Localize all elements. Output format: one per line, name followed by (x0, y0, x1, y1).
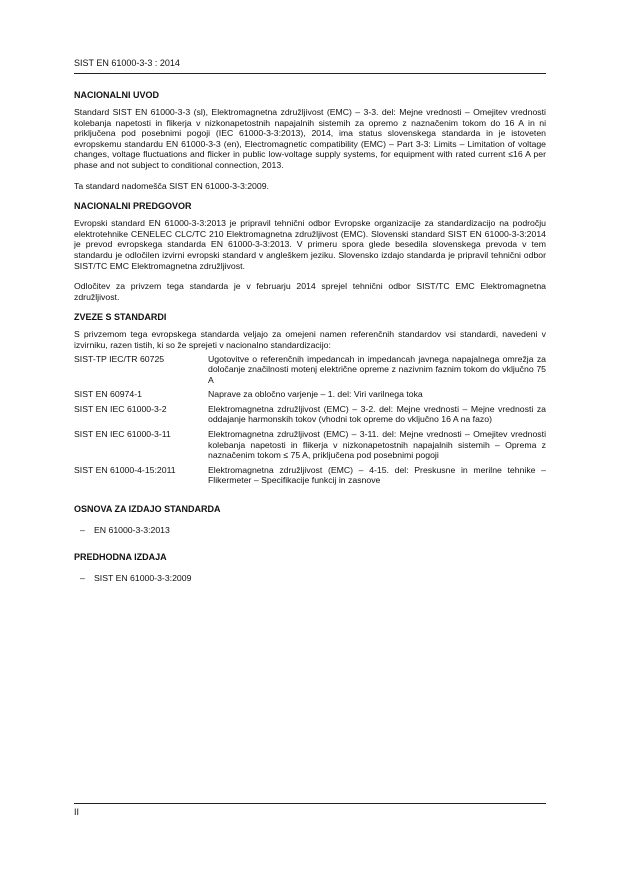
section-heading: ZVEZE S STANDARDI (74, 312, 167, 323)
section-heading: PREDHODNA IZDAJA (74, 551, 167, 562)
list-item-text: EN 61000-3-3:2013 (94, 525, 170, 536)
standard-title: Elektromagnetna združljivost (EMC) – 3-2. del: Mejne vrednosti – Mejne vrednosti za oddajanje harmonskih tokov (vhodni tok opreme do vključno 16 A na fazo) (208, 403, 546, 425)
reference-table (74, 354, 546, 491)
dash-list (74, 573, 546, 584)
table-row (74, 404, 546, 429)
standard-code: SIST EN IEC 61000-3-2 (74, 403, 167, 414)
running-header: SIST EN 61000-3-3 : 2014 (74, 58, 180, 68)
footer-rule (74, 803, 546, 804)
section-heading: OSNOVA ZA IZDAJO STANDARDA (74, 504, 221, 515)
paragraph: Evropski standard EN 61000-3-3:2013 je pripravil tehnični odbor Evropske organizacije za standardizacijo na področju elektrotehnike CENELEC CLC/TC 210 Elektromagnetna združljivost (EMC). Slovenski standard SIST EN 61000-3-3:2014 je prevod evropskega standarda EN 61000-3-3:2013. V primeru spora glede besedila slovenskega prevoda v tem standardu je odločilen izvirni evropski standard v angleškem jeziku. Slovensko izdajo standarda je pripravil tehnični odbor SIST/TC EMC Elektromagnetna združljivost. (74, 218, 546, 271)
paragraph: Standard SIST EN 61000-3-3 (sl), Elektromagnetna združljivost (EMC) – 3-3. del: Mejne vrednosti – Omejitev vrednosti kolebanja napetosti in flikerja v nizkonapetostnih napajalnih sistemih za opremo z naznačenim tokom do 16 A in ni priključena pod posebnimi pogoji (IEC 61000-3-3:2013), 2014, ima status slovenskega standarda in je istoveten evropskemu standardu EN 61000-3-3 (en), Electromagnetic compatibility (EMC) – Part 3-3: Limits – Limitation of voltage changes, voltage fluctuations and flicker in public low-voltage supply systems, for equipment with rated current ≤16 A per phase and not subject to conditional connection, 2013. (74, 107, 546, 170)
section-nacionalni-uvod (74, 90, 546, 191)
table-row (74, 354, 546, 390)
list-item-text: SIST EN 61000-3-3:2009 (94, 572, 192, 583)
section-heading: NACIONALNI PREDGOVOR (74, 201, 192, 212)
table-row (74, 465, 546, 490)
page-number: II (74, 807, 80, 817)
standard-code: SIST-TP IEC/TR 60725 (74, 353, 165, 364)
section-nacionalni-predgovor (74, 201, 546, 302)
table-row (74, 429, 546, 465)
section-osnova-za-izdajo (74, 504, 546, 536)
standard-title: Elektromagnetna združljivost (EMC) – 3-11. del: Mejne vrednosti – Omejitev vrednosti kolebanja napetosti in flikerja v nizkonapetostnih napajalnih sistemih – Oprema z naznačenim tokom ≤ 75 A, priključena pod posebnimi pogoji (208, 429, 546, 461)
paragraph: S privzemom tega evropskega standarda veljajo za omejeni namen referenčnih standardov vsi standardi, navedeni v izvirniku, razen tistih, ki so že sprejeti v nacionalno standardizacijo: (74, 329, 546, 350)
section-predhodna-izdaja (74, 552, 546, 584)
standard-title: Naprave za obločno varjenje – 1. del: Viri varilnega toka (208, 389, 423, 400)
section-zveze-s-standardi (74, 312, 546, 490)
standard-title: Ugotovitve o referenčnih impedancah in impedancah javnega napajalnega omrežja za določanje značilnosti motenj električne opreme z nazivnim faznim tokom do vključno 75 A (208, 353, 546, 385)
dash-list (74, 525, 546, 536)
standard-code: SIST EN 60974-1 (74, 389, 142, 400)
paragraph: Ta standard nadomešča SIST EN 61000-3-3:2009. (74, 180, 269, 191)
standard-title: Elektromagnetna združljivost (EMC) – 4-15. del: Preskusne in merilne tehnike – Flikermeter – Specifikacije funkcij in zasnove (208, 464, 546, 486)
section-heading: NACIONALNI UVOD (74, 90, 159, 100)
paragraph: Odločitev za privzem tega standarda je v februarju 2014 sprejel tehnični odbor SIST/TC EMC Elektromagnetna združljivost. (74, 281, 546, 302)
dash-bullet: – (80, 572, 85, 583)
list-item (74, 525, 546, 536)
header-rule (74, 73, 546, 74)
standard-code: SIST EN 61000-4-15:2011 (74, 464, 176, 475)
table-row (74, 389, 546, 404)
list-item (74, 573, 546, 584)
page-content (74, 90, 546, 599)
dash-bullet: – (80, 525, 85, 536)
standard-code: SIST EN IEC 61000-3-11 (74, 429, 171, 440)
